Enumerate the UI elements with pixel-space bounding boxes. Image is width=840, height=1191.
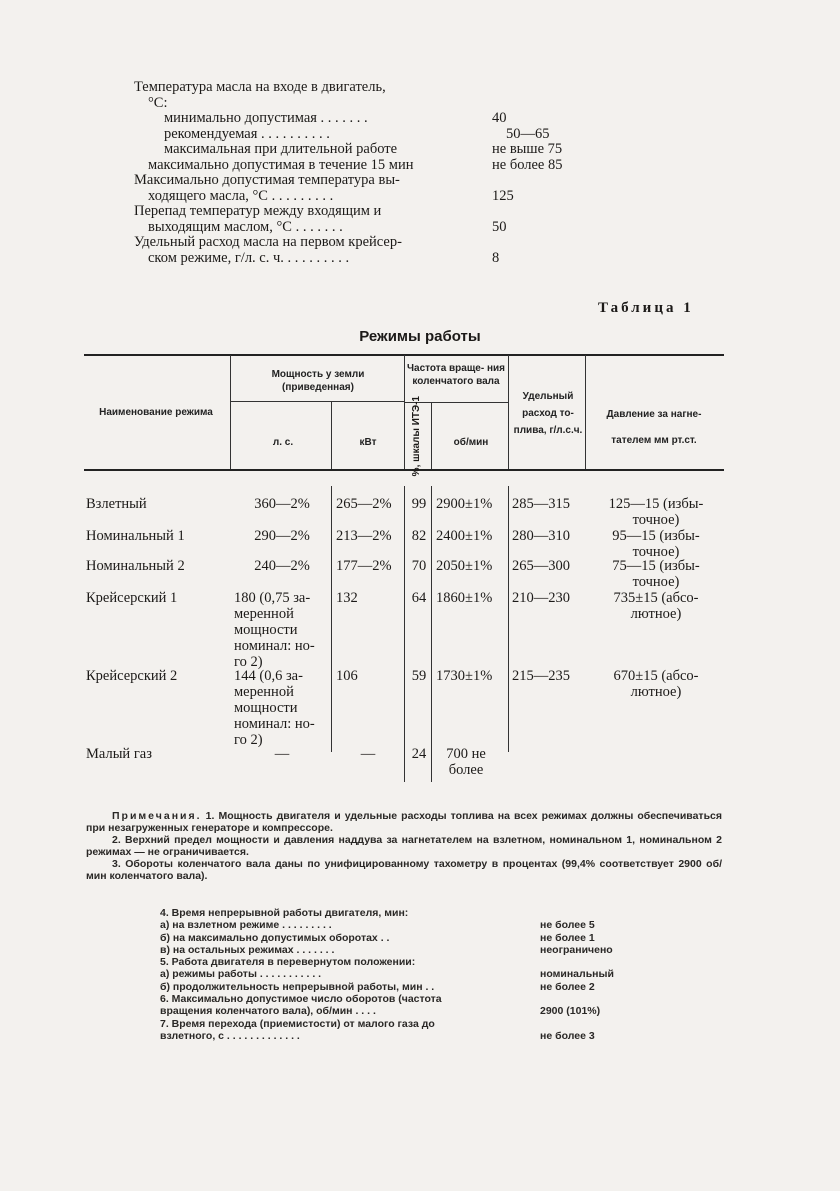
spec-row: ском режиме, г/л. с. ч. . . . . . . . . . 8 bbox=[148, 249, 500, 266]
row-rpm: 1860±1% bbox=[436, 590, 493, 606]
power-subheader-rule bbox=[230, 401, 404, 402]
row-hp: 180 (0,75 за- меренной мощности номинал: но- го 2) bbox=[234, 590, 315, 670]
spec-row: Температура масла на входе в двигатель, bbox=[134, 79, 386, 95]
column-divider bbox=[230, 355, 231, 469]
header-pct: %, шкалы ИТЭ-1 bbox=[411, 395, 422, 477]
row-rpm: 700 не более bbox=[446, 746, 486, 778]
list-row: 4. Время непрерывной работы двигателя, мин: bbox=[160, 907, 409, 919]
note-2: 2. Верхний предел мощности и давления наддува за нагнетателем на взлетном, номинальном 1, номинальном 2 режимах — не ограничивается. bbox=[86, 834, 722, 858]
table-notes bbox=[86, 810, 722, 882]
column-divider bbox=[404, 486, 405, 782]
row-fuel: 265—300 bbox=[512, 558, 570, 574]
row-pressure: 670±15 (абсо- лютное) bbox=[613, 668, 699, 700]
spec-row: рекомендуемая . . . . . . . . . . 50—65 bbox=[164, 125, 550, 142]
row-kw: — bbox=[360, 746, 376, 762]
row-pressure: 95—15 (избы- точное) bbox=[612, 528, 700, 560]
row-pct: 59 bbox=[411, 668, 427, 684]
table-title: Режимы работы bbox=[359, 328, 481, 345]
row-hp: — bbox=[274, 746, 290, 762]
header-power: Мощность у земли (приведенная) bbox=[271, 369, 365, 393]
row-name: Номинальный 2 bbox=[86, 558, 185, 574]
row-fuel: 280—310 bbox=[512, 528, 570, 544]
row-hp: 360—2% bbox=[254, 496, 310, 512]
header-speed: Частота враще- ния коленчатого вала bbox=[407, 363, 505, 387]
list-row: б) продолжительность непрерывной работы, мин . . не более 2 bbox=[160, 980, 595, 993]
spec-row: ходящего масла, °С . . . . . . . . . 125 bbox=[148, 187, 514, 204]
spec-row: Максимально допустимая температура вы- bbox=[134, 172, 400, 188]
list-row: б) на максимально допустимых оборотах . . не более 1 bbox=[160, 931, 595, 944]
note-1: Примечания. 1. Мощность двигателя и удельные расходы топлива на всех режимах должны обеспечиваться при незагруженных генераторе и компрессоре. bbox=[86, 810, 723, 834]
row-pressure: 735±15 (абсо- лютное) bbox=[613, 590, 699, 622]
header-kw: кВт bbox=[359, 437, 377, 448]
row-kw: 213—2% bbox=[336, 528, 392, 544]
spec-row: выходящим маслом, °С . . . . . . . 50 bbox=[148, 218, 507, 235]
spec-row: максимально допустимая в течение 15 мин не более 85 bbox=[148, 156, 563, 173]
row-fuel: 210—230 bbox=[512, 590, 570, 606]
row-kw: 177—2% bbox=[336, 558, 392, 574]
list-row: 7. Время перехода (приемистости) от малого газа до bbox=[160, 1017, 435, 1030]
table-number: Таблица 1 bbox=[598, 300, 694, 316]
row-hp: 240—2% bbox=[254, 558, 310, 574]
row-fuel: 285—315 bbox=[512, 496, 570, 512]
row-fuel: 215—235 bbox=[512, 668, 570, 684]
list-row: вращения коленчатого вала), об/мин . . . . 2900 (101%) bbox=[160, 1005, 601, 1018]
spec-row: Перепад температур между входящим и bbox=[134, 203, 382, 219]
row-rpm: 2050±1% bbox=[436, 558, 493, 574]
row-pressure: 75—15 (избы- точное) bbox=[612, 558, 700, 590]
spec-row: Удельный расход масла на первом крейсер- bbox=[134, 234, 402, 250]
row-rpm: 2400±1% bbox=[436, 528, 493, 544]
list-row: в) на остальных режимах . . . . . . . неограничено bbox=[160, 943, 613, 956]
row-pct: 24 bbox=[411, 746, 427, 762]
row-name: Взлетный bbox=[86, 496, 147, 512]
row-pct: 70 bbox=[411, 558, 427, 574]
row-hp: 144 (0,6 за- меренной мощности номинал: но- го 2) bbox=[234, 668, 315, 748]
list-row: а) режимы работы . . . . . . . . . . . номинальный bbox=[160, 968, 614, 981]
list-row: взлетного, с . . . . . . . . . . . . . не более 3 bbox=[160, 1029, 595, 1042]
note-3: 3. Обороты коленчатого вала даны по унифицированному тахометру в процентах (99,4% соответствует 2900 об/мин коленчатого вала). bbox=[86, 858, 722, 882]
column-divider bbox=[404, 355, 405, 469]
column-divider bbox=[431, 402, 432, 469]
row-kw: 106 bbox=[336, 668, 358, 684]
column-divider bbox=[431, 486, 432, 782]
column-divider bbox=[508, 486, 509, 752]
row-hp: 290—2% bbox=[254, 528, 310, 544]
spec-row: минимально допустимая . . . . . . . 40 bbox=[164, 110, 507, 126]
row-pct: 99 bbox=[411, 496, 427, 512]
column-divider bbox=[508, 355, 509, 469]
list-row: а) на взлетном режиме . . . . . . . . . не более 5 bbox=[160, 919, 595, 932]
row-kw: 132 bbox=[336, 590, 358, 606]
row-rpm: 1730±1% bbox=[436, 668, 493, 684]
row-kw: 265—2% bbox=[336, 496, 392, 512]
header-fuel: Удельный расход то- плива, г/л.с.ч. bbox=[513, 391, 583, 436]
header-hp: л. с. bbox=[272, 437, 294, 448]
list-row: 5. Работа двигателя в перевернутом положении: bbox=[160, 956, 416, 969]
row-name: Крейсерский 1 bbox=[86, 590, 178, 606]
header-name: Наименование режима bbox=[99, 407, 213, 418]
row-pct: 82 bbox=[411, 528, 427, 544]
spec-row: °С: bbox=[148, 94, 168, 111]
column-divider bbox=[585, 355, 586, 469]
row-pressure: 125—15 (избы- точное) bbox=[608, 496, 704, 528]
row-name: Малый газ bbox=[86, 746, 152, 762]
column-divider bbox=[331, 486, 332, 752]
row-name: Крейсерский 2 bbox=[86, 668, 178, 684]
column-divider bbox=[331, 401, 332, 469]
row-rpm: 2900±1% bbox=[436, 496, 493, 512]
header-pressure: Давление за нагне- тателем мм рт.ст. bbox=[606, 409, 702, 446]
header-rpm: об/мин bbox=[453, 437, 489, 448]
list-row: 6. Максимально допустимое число оборотов (частота bbox=[160, 993, 442, 1006]
oil-temperature-spec bbox=[134, 80, 654, 266]
spec-row: максимальная при длительной работе не выше 75 bbox=[164, 141, 563, 157]
header-bottom-rule bbox=[84, 469, 724, 471]
row-pct: 64 bbox=[411, 590, 427, 606]
row-name: Номинальный 1 bbox=[86, 528, 185, 544]
operating-limits-list bbox=[160, 907, 620, 1042]
